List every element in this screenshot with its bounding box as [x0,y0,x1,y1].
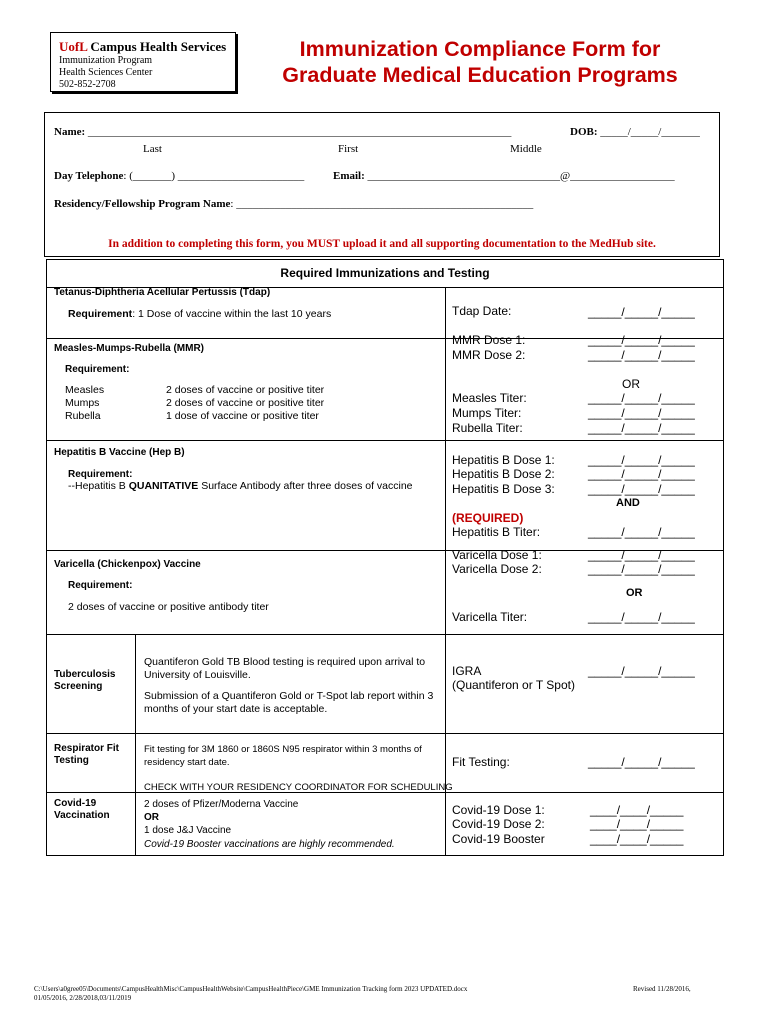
measles-titer-label: Measles Titer: [452,391,527,405]
mmr-dose2-label: MMR Dose 2: [452,348,526,362]
footer-revised: Revised 11/28/2016, [633,985,691,993]
resp-check-note: CHECK WITH YOUR RESIDENCY COORDINATOR FOR SCHEDULING [144,782,453,793]
covid-dose2-blank[interactable]: ____/____/_____ [590,817,684,831]
divider [135,634,136,855]
name-sub-middle: Middle [510,143,542,155]
org-name: UofL Campus Health Services [59,39,227,54]
hepb-title: Hepatitis B Vaccine (Hep B) [54,447,185,458]
covid-dose2-label: Covid-19 Dose 2: [452,817,545,831]
rubella-titer-blank[interactable]: _____/_____/_____ [588,421,695,435]
name-field[interactable]: Name: _____________________________________________________________________________ [54,126,512,138]
tdap-requirement: Requirement: 1 Dose of vaccine within the last 10 years [68,308,332,320]
org-center: Health Sciences Center [59,67,153,78]
mmr-dose1-blank[interactable]: _____/_____/_____ [588,333,695,347]
covid-line-1: 2 doses of Pfizer/Moderna Vaccine [144,799,299,810]
footer-file-path: C:\Users\a0gree05\Documents\CampusHealthMisc\CampusHealthWebsite\CampusHealthPiece\GME Immunization Tracking form 2023 UPDATED.docx 01/05/2016, 2/28/2018,03/11/2019 [34,985,468,1002]
org-info-box [50,32,236,92]
varicella-or: OR [626,587,643,599]
varicella-req-label: Requirement: [68,580,133,591]
mumps-titer-label: Mumps Titer: [452,406,522,420]
phone-field[interactable]: Day Telephone: (_______) _______________________ [54,170,305,182]
name-sub-last: Last [143,143,162,155]
dob-field[interactable]: DOB: _____/_____/_______ [570,126,700,138]
varicella-dose1-blank[interactable]: _____/_____/_____ [588,548,695,562]
varicella-requirement: 2 doses of vaccine or positive antibody titer [68,601,269,613]
hepb-dose1-label: Hepatitis B Dose 1: [452,453,555,467]
hepb-dose2-blank[interactable]: _____/_____/_____ [588,467,695,481]
mmr-req-rubella: 1 dose of vaccine or positive titer [166,410,319,422]
tdap-date-label: Tdap Date: [452,304,512,318]
mmr-req-mumps: 2 doses of vaccine or positive titer [166,397,325,409]
table-heading: Required Immunizations and Testing [280,266,490,280]
email-field[interactable]: Email: ___________________________________@___________________ [333,170,675,182]
mmr-title: Measles-Mumps-Rubella (MMR) [54,343,205,354]
varicella-dose2-label: Varicella Dose 2: [452,562,542,576]
resp-title: Respirator Fit Testing [54,743,120,766]
mumps-titer-blank[interactable]: _____/_____/_____ [588,406,695,420]
covid-dose1-blank[interactable]: ____/____/_____ [590,803,684,817]
covid-title: Covid-19 Vaccination [54,798,110,821]
varicella-titer-label: Varicella Titer: [452,610,528,624]
varicella-title: Varicella (Chickenpox) Vaccine [54,559,201,570]
resp-text: Fit testing for 3M 1860 or 1860S N95 respirator within 3 months of residency start date. [144,744,422,768]
hepb-titer-blank[interactable]: _____/_____/_____ [588,525,695,539]
hepb-titer-label: Hepatitis B Titer: [452,525,541,539]
program-field[interactable]: Residency/Fellowship Program Name: ______________________________________________________ [54,198,534,210]
tb-text-1: Quantiferon Gold TB Blood testing is required upon arrival to University of Louisville. [144,656,426,681]
hepb-req-label: Requirement: [68,469,133,480]
hepb-and: AND [616,497,640,509]
fit-testing-blank[interactable]: _____/_____/_____ [588,755,695,769]
mmr-dose2-blank[interactable]: _____/_____/_____ [588,348,695,362]
tb-text-2: Submission of a Quantiferon Gold or T-Spot lab report within 3 months of your start date is acceptable. [144,690,434,715]
measles-titer-blank[interactable]: _____/_____/_____ [588,391,695,405]
covid-line-2: 1 dose J&J Vaccine [144,825,232,836]
fit-testing-label: Fit Testing: [452,755,510,769]
mmr-disease-mumps: Mumps [65,397,100,409]
divider [47,733,723,734]
covid-booster-blank[interactable]: ____/____/_____ [590,832,684,846]
rubella-titer-label: Rubella Titer: [452,421,523,435]
covid-booster-note: Covid-19 Booster vaccinations are highly recommended. [144,839,395,850]
mmr-or: OR [622,377,640,391]
hepb-dose3-blank[interactable]: _____/_____/_____ [588,482,695,496]
tb-title: Tuberculosis Screening [54,669,116,692]
divider [47,440,723,441]
tdap-date-blank[interactable]: _____/_____/_____ [588,305,695,319]
varicella-titer-blank[interactable]: _____/_____/_____ [588,610,695,624]
org-phone: 502-852-2708 [59,79,116,90]
mmr-disease-measles: Measles [65,384,105,396]
org-program: Immunization Program [59,55,153,66]
varicella-dose2-blank[interactable]: _____/_____/_____ [588,562,695,576]
covid-booster-label: Covid-19 Booster [452,832,545,846]
page-title: Immunization Compliance Form for Graduate Medical Education Programs [282,37,678,87]
medhub-notice: In addition to completing this form, you MUST upload it and all supporting documentation to the MedHub site. [108,238,656,250]
covid-dose1-label: Covid-19 Dose 1: [452,803,545,817]
covid-or: OR [144,812,159,823]
igra-label: IGRA [452,664,482,678]
varicella-dose1-label: Varicella Dose 1: [452,548,542,562]
mmr-disease-rubella: Rubella [65,410,101,422]
hepb-required: (REQUIRED) [452,511,524,525]
igra-sub: (Quantiferon or T Spot) [452,678,575,692]
mmr-req-label: Requirement: [65,364,130,375]
divider [445,287,446,855]
mmr-req-measles: 2 doses of vaccine or positive titer [166,384,325,396]
tdap-title: Tetanus-Diphtheria Acellular Pertussis (Tdap) [54,287,271,298]
hepb-dose3-label: Hepatitis B Dose 3: [452,482,555,496]
hepb-requirement: --Hepatitis B QUANITATIVE Surface Antibody after three doses of vaccine [68,480,413,492]
name-sub-first: First [338,143,359,155]
hepb-dose1-blank[interactable]: _____/_____/_____ [588,453,695,467]
mmr-dose1-label: MMR Dose 1: [452,333,526,347]
igra-blank[interactable]: _____/_____/_____ [588,664,695,678]
divider [47,634,723,635]
hepb-dose2-label: Hepatitis B Dose 2: [452,467,555,481]
